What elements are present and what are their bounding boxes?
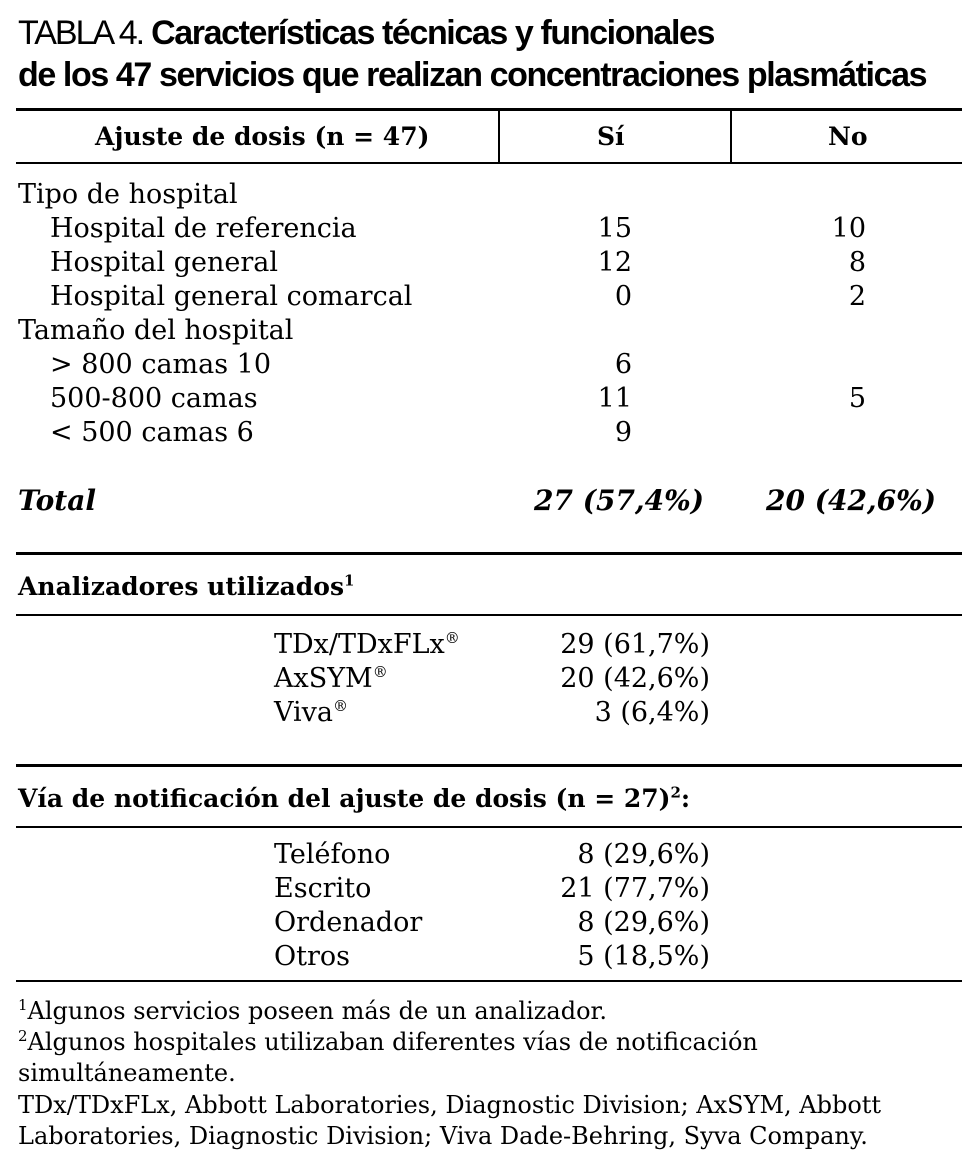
footnote-3: TDx/TDxFLx, Abbott Laboratories, Diagnostic Division; AxSYM, Abbott Laboratories, Diagnostic Division; Viva Dade-Behring, Syva Company. <box>18 1091 882 1150</box>
analyzers-rule <box>16 614 962 616</box>
section-hospital-size: Tamaño del hospital <box>18 315 294 346</box>
footnote-1: $^1$Algunos servicios poseen más de un analizador. <box>18 996 607 1025</box>
footnote-ref-2: 2 <box>670 783 681 802</box>
analyzer-value: 20 (42,6%) <box>560 663 710 694</box>
row-label: 500-800 camas <box>50 383 258 414</box>
notification-value: 8 (29,6%) <box>577 839 710 870</box>
header-bottom-rule <box>16 162 962 164</box>
analyzer-label: TDx/TDxFLx® <box>274 629 460 660</box>
table-bottom-rule <box>16 980 962 982</box>
row-label: > 800 camas 10 <box>50 349 272 380</box>
notification-rule <box>16 826 962 828</box>
analyzer-label: AxSYM® <box>274 663 388 694</box>
row-no-value: 5 <box>848 383 866 414</box>
row-si-value: 9 <box>614 417 632 448</box>
section-notification: Vía de notificación del ajuste de dosis (n = 27)$^2$: <box>18 783 691 813</box>
registered-mark: ® <box>372 663 388 681</box>
notification-value: 21 (77,7%) <box>560 873 710 904</box>
row-label: Hospital de referencia <box>50 213 357 244</box>
header-si: Sí <box>597 122 625 151</box>
notification-label: Otros <box>274 941 351 972</box>
row-no-value: 2 <box>848 281 866 312</box>
analyzers-heading: Analizadores utilizados <box>18 572 345 601</box>
total-label: Total <box>18 484 97 517</box>
row-no-value: 10 <box>831 213 866 244</box>
table-label: TABLA 4. <box>18 14 144 52</box>
analyzers-bottom-rule <box>16 764 962 767</box>
footnote-2: $^2$Algunos hospitales utilizaban diferentes vías de notificación simultáneamente. <box>18 1027 758 1087</box>
row-no-value: 8 <box>848 247 866 278</box>
row-si-value: 6 <box>614 349 632 380</box>
row-si-value: 12 <box>597 247 632 278</box>
notification-heading: Vía de notificación del ajuste de dosis (n = 27) <box>18 784 671 813</box>
header-ajuste: Ajuste de dosis (n = 47) <box>95 122 430 151</box>
row-si-value: 15 <box>597 213 632 244</box>
row-label: Hospital general comarcal <box>50 281 413 312</box>
row-label: Hospital general <box>50 247 279 278</box>
header-no: No <box>828 122 868 151</box>
section-analyzers <box>18 572 354 602</box>
analyzer-value: 29 (61,7%) <box>560 629 710 660</box>
total-no: 20 (42,6%) <box>766 484 937 517</box>
row-si-value: 0 <box>614 281 632 312</box>
notification-value: 5 (18,5%) <box>577 941 710 972</box>
notification-label: Ordenador <box>274 907 423 938</box>
analyzer-label: Viva® <box>274 697 349 728</box>
notification-value: 8 (29,6%) <box>577 907 710 938</box>
analyzer-value: 3 (6,4%) <box>594 697 710 728</box>
registered-mark: ® <box>444 629 460 647</box>
table-title <box>18 12 968 96</box>
total-bottom-rule <box>16 552 962 555</box>
header-divider-1 <box>498 108 500 163</box>
row-si-value: 11 <box>597 383 632 414</box>
registered-mark: ® <box>333 697 349 715</box>
title-line-2: de los 47 servicios que realizan concentraciones plasmáticas <box>18 56 927 94</box>
title-line-1 <box>18 12 968 54</box>
total-si: 27 (57,4%) <box>534 484 705 517</box>
row-label: < 500 camas 6 <box>50 417 254 448</box>
notification-label: Escrito <box>274 873 372 904</box>
header-divider-2 <box>730 108 732 163</box>
header-top-rule <box>16 108 962 111</box>
notification-label: Teléfono <box>274 839 391 870</box>
footnote-ref-1: 1 <box>344 571 355 590</box>
title-text-1: Características técnicas y funcionales <box>151 14 715 52</box>
section-hospital-type: Tipo de hospital <box>18 179 238 210</box>
